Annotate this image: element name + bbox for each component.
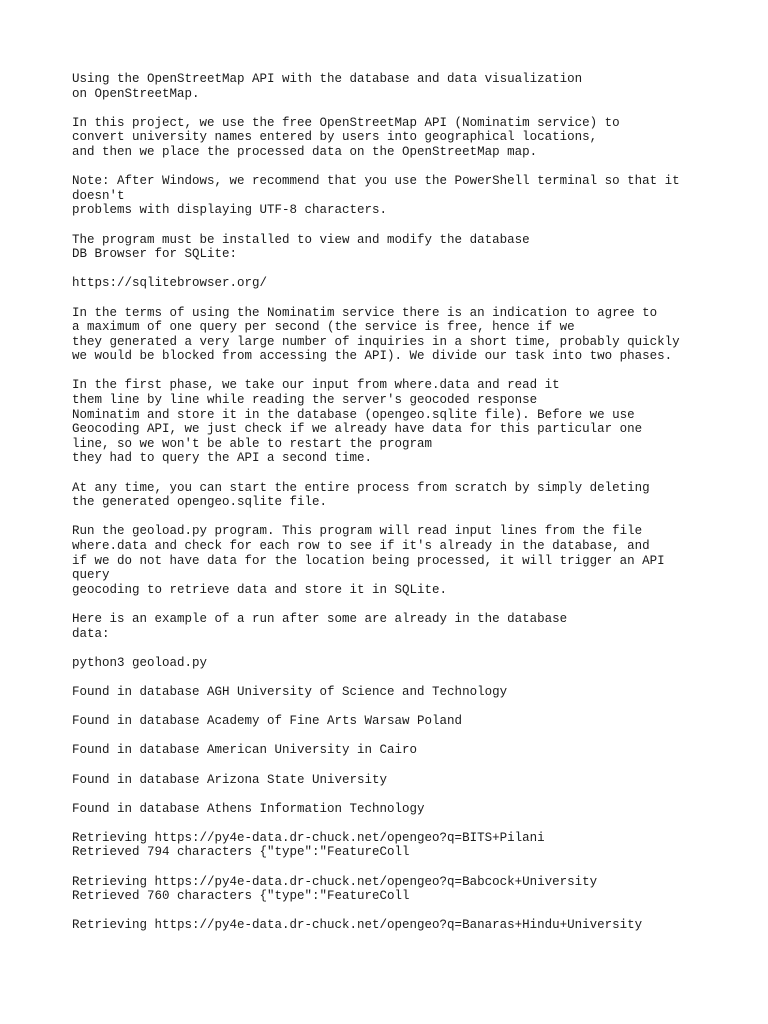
text-line: them line by line while reading the server's geocoded response	[72, 393, 538, 408]
text-line: we would be blocked from accessing the API). We divide our task into two phases.	[72, 349, 673, 364]
text-line: problems with displaying UTF-8 characters.	[72, 203, 388, 218]
text-line: https://sqlitebrowser.org/	[72, 276, 268, 291]
text-line: on OpenStreetMap.	[72, 86, 200, 101]
text-line: Retrieved 760 characters {"type":"FeatureColl	[72, 889, 410, 904]
text-line: line, so we won't be able to restart the program	[72, 436, 433, 451]
text-line: Using the OpenStreetMap API with the database and data visualization	[72, 72, 583, 86]
text-line: Retrieved 794 characters {"type":"FeatureColl	[72, 845, 410, 860]
text-line: where.data and check for each row to see if it's already in the database, and	[72, 539, 650, 553]
paragraph	[72, 276, 752, 291]
paragraph	[72, 875, 752, 904]
text-line: In the terms of using the Nominatim service there is an indication to agree to	[72, 305, 658, 320]
text-line: Found in database AGH University of Science and Technology	[72, 684, 508, 699]
paragraph	[72, 714, 752, 729]
text-line: a maximum of one query per second (the service is free, hence if we	[72, 320, 575, 335]
paragraph	[72, 72, 752, 101]
paragraph	[72, 831, 752, 860]
paragraph	[72, 481, 752, 510]
text-line: doesn't	[72, 188, 125, 203]
text-line: query	[72, 568, 110, 583]
text-line: Run the geoload.py program. This program will read input lines from the file	[72, 524, 643, 539]
paragraph	[72, 306, 752, 364]
text-line: Nominatim and store it in the database (opengeo.sqlite file). Before we use	[72, 407, 635, 422]
text-line: In the first phase, we take our input from where.data and read it	[72, 378, 560, 393]
paragraph	[72, 656, 752, 671]
text-line: they generated a very large number of inquiries in a short time, probably quickly	[72, 334, 680, 349]
text-line: The program must be installed to view and modify the database	[72, 232, 530, 247]
text-line: Found in database Academy of Fine Arts Warsaw Poland	[72, 714, 463, 729]
text-line: Retrieving https://py4e-data.dr-chuck.net/opengeo?q=Babcock+University	[72, 874, 598, 889]
text-line: Found in database American University in Cairo	[72, 743, 418, 758]
paragraph	[72, 802, 752, 817]
paragraph	[72, 773, 752, 788]
text-line: Retrieving https://py4e-data.dr-chuck.net/opengeo?q=BITS+Pilani	[72, 830, 545, 845]
text-line: At any time, you can start the entire process from scratch by simply deleting	[72, 480, 650, 495]
paragraph	[72, 685, 752, 700]
text-line: Geocoding API, we just check if we already have data for this particular one	[72, 422, 643, 437]
paragraph	[72, 918, 752, 933]
paragraph	[72, 612, 752, 641]
text-line: Note: After Windows, we recommend that you use the PowerShell terminal so that it	[72, 174, 680, 189]
text-line: Found in database Arizona State University	[72, 772, 388, 787]
text-line: Found in database Athens Information Technology	[72, 801, 425, 816]
paragraph	[72, 743, 752, 758]
paragraph	[72, 116, 752, 160]
text-line: convert university names entered by users into geographical locations,	[72, 130, 598, 145]
text-line: and then we place the processed data on the OpenStreetMap map.	[72, 144, 538, 159]
paragraph	[72, 174, 752, 218]
text-line: if we do not have data for the location being processed, it will trigger an API	[72, 553, 665, 568]
text-line: In this project, we use the free OpenStreetMap API (Nominatim service) to	[72, 115, 620, 130]
document-page	[72, 72, 752, 948]
text-line: Retrieving https://py4e-data.dr-chuck.net/opengeo?q=Banaras+Hindu+University	[72, 918, 643, 933]
paragraph	[72, 233, 752, 262]
text-line: python3 geoload.py	[72, 655, 208, 670]
paragraph	[72, 524, 752, 597]
paragraph	[72, 378, 752, 466]
text-line: DB Browser for SQLite:	[72, 247, 238, 262]
text-line: Here is an example of a run after some are already in the database	[72, 611, 568, 626]
text-line: geocoding to retrieve data and store it in SQLite.	[72, 582, 448, 597]
text-line: the generated opengeo.sqlite file.	[72, 495, 328, 510]
text-line: data:	[72, 626, 110, 641]
text-line: they had to query the API a second time.	[72, 451, 373, 466]
